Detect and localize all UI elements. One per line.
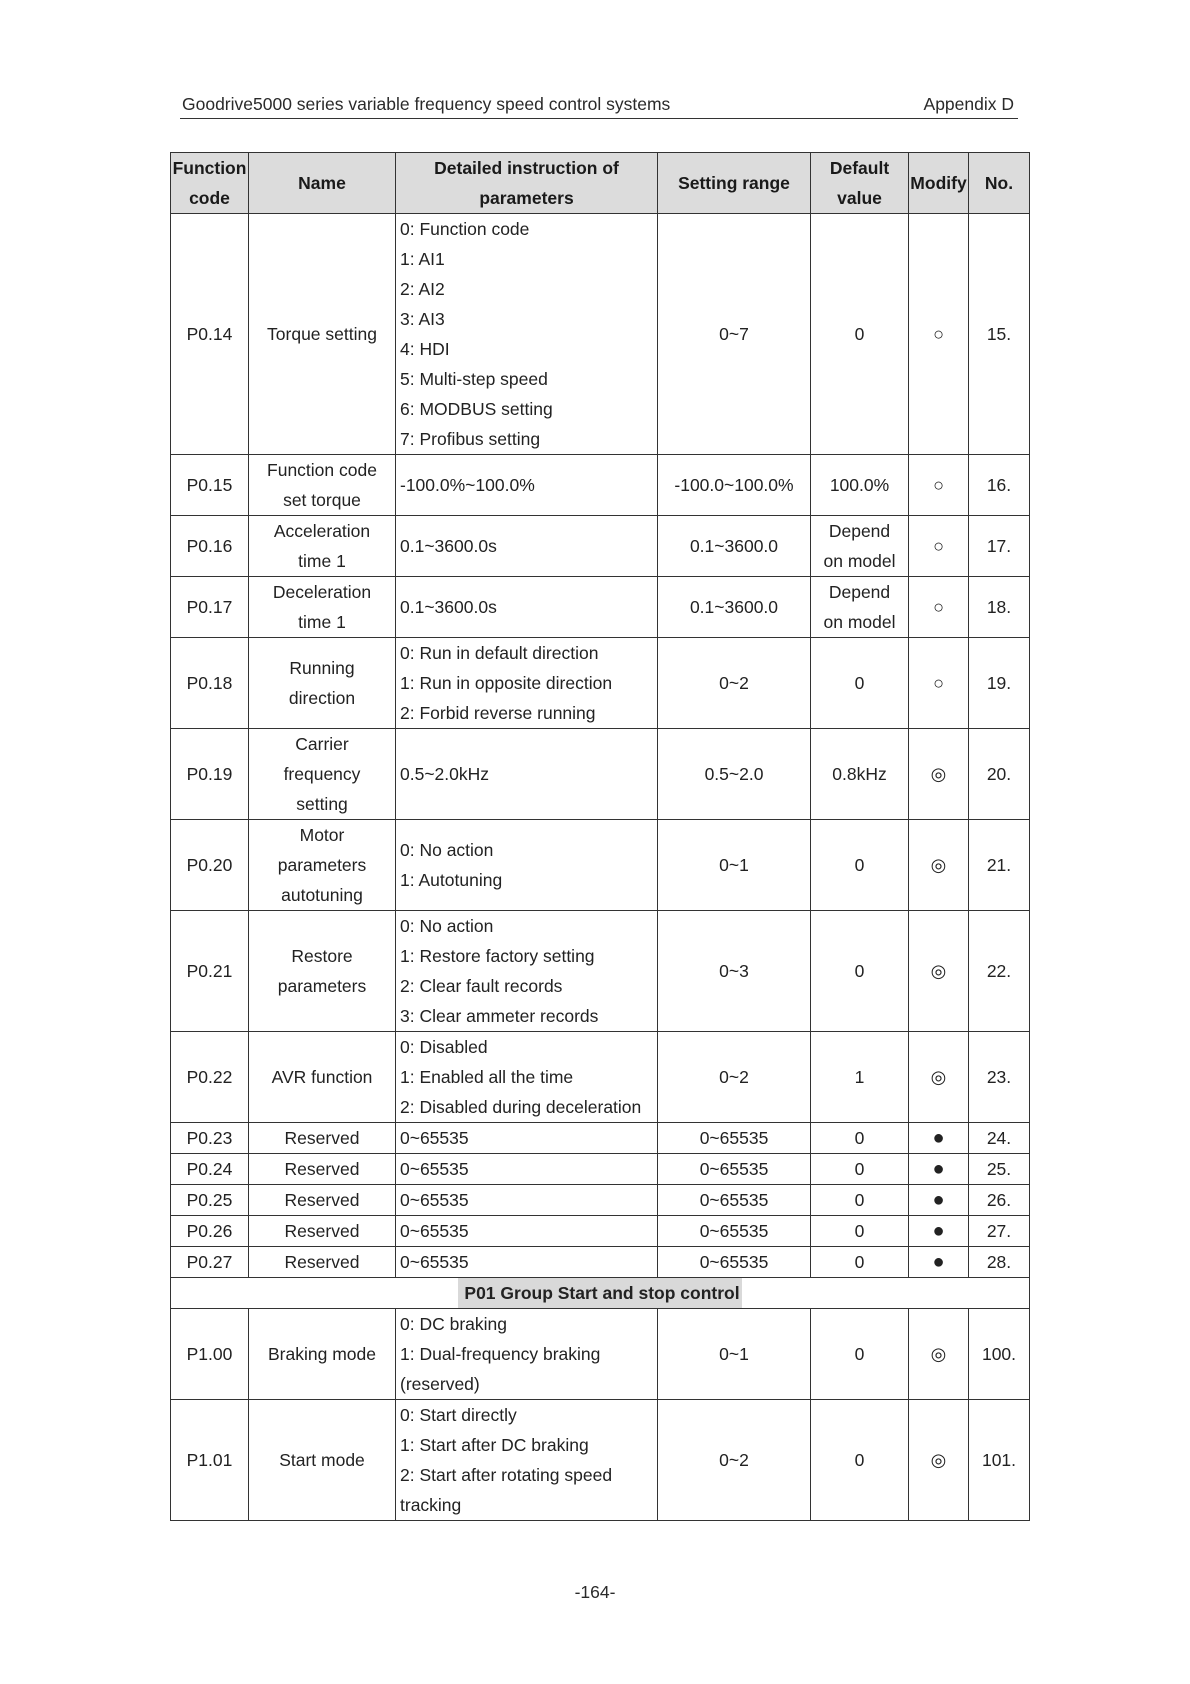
setting-range-cell: 0~1 bbox=[658, 820, 811, 911]
modify-cell bbox=[909, 516, 969, 577]
name-cell: Restore parameters bbox=[249, 911, 396, 1032]
description-cell: 0~65535 bbox=[396, 1247, 658, 1278]
modify-cell bbox=[909, 729, 969, 820]
description-cell: 0~65535 bbox=[396, 1216, 658, 1247]
name-cell: Deceleration time 1 bbox=[249, 577, 396, 638]
function-code-cell: P0.21 bbox=[171, 911, 249, 1032]
number-cell: 21. bbox=[969, 820, 1030, 911]
function-code-cell: P0.17 bbox=[171, 577, 249, 638]
number-cell: 17. bbox=[969, 516, 1030, 577]
number-cell: 15. bbox=[969, 214, 1030, 455]
table-row bbox=[171, 638, 1030, 729]
setting-range-cell: 0~65535 bbox=[658, 1185, 811, 1216]
setting-range-cell: 0~65535 bbox=[658, 1247, 811, 1278]
default-value-cell: 0 bbox=[811, 1154, 909, 1185]
name-cell: Function code set torque bbox=[249, 455, 396, 516]
name-cell: Start mode bbox=[249, 1400, 396, 1521]
description-cell: 0: No action 1: Autotuning bbox=[396, 820, 658, 911]
description-cell: 0: No action 1: Restore factory setting 2: Clear fault records 3: Clear ammeter records bbox=[396, 911, 658, 1032]
description-cell: 0: DC braking 1: Dual-frequency braking (reserved) bbox=[396, 1309, 658, 1400]
name-cell: Carrier frequency setting bbox=[249, 729, 396, 820]
name-cell: Reserved bbox=[249, 1185, 396, 1216]
setting-range-cell: 0~7 bbox=[658, 214, 811, 455]
document-title: Goodrive5000 series variable frequency speed control systems bbox=[182, 94, 671, 114]
circle-icon: ○ bbox=[933, 324, 944, 344]
function-code-cell: P0.24 bbox=[171, 1154, 249, 1185]
description-cell: 0.1~3600.0s bbox=[396, 577, 658, 638]
filled-circle-icon: ● bbox=[932, 1251, 945, 1273]
function-code-cell: P0.26 bbox=[171, 1216, 249, 1247]
circle-icon: ○ bbox=[933, 597, 944, 617]
function-code-cell: P1.01 bbox=[171, 1400, 249, 1521]
number-cell: 26. bbox=[969, 1185, 1030, 1216]
circle-icon: ○ bbox=[933, 536, 944, 556]
double-circle-icon: ◎ bbox=[930, 855, 947, 875]
name-cell: Running direction bbox=[249, 638, 396, 729]
table-row bbox=[171, 1154, 1030, 1185]
name-cell: Reserved bbox=[249, 1247, 396, 1278]
table-row bbox=[171, 1309, 1030, 1400]
modify-cell bbox=[909, 1154, 969, 1185]
number-cell: 22. bbox=[969, 911, 1030, 1032]
table-row bbox=[171, 214, 1030, 455]
modify-cell bbox=[909, 1185, 969, 1216]
name-cell: Braking mode bbox=[249, 1309, 396, 1400]
parameter-table bbox=[170, 152, 1030, 1521]
number-cell: 20. bbox=[969, 729, 1030, 820]
number-cell: 28. bbox=[969, 1247, 1030, 1278]
col-header-name: Name bbox=[249, 153, 396, 214]
modify-cell bbox=[909, 1032, 969, 1123]
default-value-cell: 0 bbox=[811, 1247, 909, 1278]
description-cell: 0: Start directly 1: Start after DC braking 2: Start after rotating speed tracking bbox=[396, 1400, 658, 1521]
table-row bbox=[171, 1247, 1030, 1278]
function-code-cell: P0.19 bbox=[171, 729, 249, 820]
table-row bbox=[171, 820, 1030, 911]
function-code-cell: P0.22 bbox=[171, 1032, 249, 1123]
col-header-default: Default value bbox=[811, 153, 909, 214]
function-code-cell: P0.16 bbox=[171, 516, 249, 577]
number-cell: 19. bbox=[969, 638, 1030, 729]
table-row bbox=[171, 1032, 1030, 1123]
default-value-cell: Depend on model bbox=[811, 577, 909, 638]
modify-cell bbox=[909, 577, 969, 638]
default-value-cell: Depend on model bbox=[811, 516, 909, 577]
function-code-cell: P0.25 bbox=[171, 1185, 249, 1216]
double-circle-icon: ◎ bbox=[930, 1450, 947, 1470]
description-cell: 0: Function code 1: AI1 2: AI2 3: AI3 4: HDI 5: Multi-step speed 6: MODBUS setting 7: Profibus setting bbox=[396, 214, 658, 455]
table-body bbox=[171, 214, 1030, 1521]
default-value-cell: 0 bbox=[811, 820, 909, 911]
table-row bbox=[171, 455, 1030, 516]
double-circle-icon: ◎ bbox=[930, 1344, 947, 1364]
setting-range-cell: 0~65535 bbox=[658, 1216, 811, 1247]
modify-cell bbox=[909, 1247, 969, 1278]
modify-cell bbox=[909, 455, 969, 516]
modify-cell bbox=[909, 1123, 969, 1154]
setting-range-cell: 0~2 bbox=[658, 1400, 811, 1521]
description-cell: 0.1~3600.0s bbox=[396, 516, 658, 577]
number-cell: 24. bbox=[969, 1123, 1030, 1154]
description-cell: 0: Disabled 1: Enabled all the time 2: Disabled during deceleration bbox=[396, 1032, 658, 1123]
modify-cell bbox=[909, 214, 969, 455]
circle-icon: ○ bbox=[933, 673, 944, 693]
col-header-modify: Modify bbox=[909, 153, 969, 214]
circle-icon: ○ bbox=[933, 475, 944, 495]
default-value-cell: 100.0% bbox=[811, 455, 909, 516]
name-cell: Motor parameters autotuning bbox=[249, 820, 396, 911]
name-cell: Reserved bbox=[249, 1123, 396, 1154]
modify-cell bbox=[909, 1216, 969, 1247]
description-cell: 0~65535 bbox=[396, 1154, 658, 1185]
table-row bbox=[171, 1185, 1030, 1216]
modify-cell bbox=[909, 1309, 969, 1400]
modify-cell bbox=[909, 638, 969, 729]
filled-circle-icon: ● bbox=[932, 1127, 945, 1149]
page-number: -164- bbox=[574, 1582, 616, 1602]
setting-range-cell: 0~65535 bbox=[658, 1154, 811, 1185]
group-header-cell bbox=[171, 1278, 1030, 1309]
function-code-cell: P0.20 bbox=[171, 820, 249, 911]
description-cell: 0~65535 bbox=[396, 1123, 658, 1154]
name-cell: Reserved bbox=[249, 1216, 396, 1247]
col-header-range: Setting range bbox=[658, 153, 811, 214]
function-code-cell: P0.27 bbox=[171, 1247, 249, 1278]
description-cell: 0: Run in default direction 1: Run in opposite direction 2: Forbid reverse running bbox=[396, 638, 658, 729]
setting-range-cell: 0~3 bbox=[658, 911, 811, 1032]
number-cell: 25. bbox=[969, 1154, 1030, 1185]
setting-range-cell: 0~2 bbox=[658, 638, 811, 729]
description-cell: 0~65535 bbox=[396, 1185, 658, 1216]
name-cell: Torque setting bbox=[249, 214, 396, 455]
setting-range-cell: 0~65535 bbox=[658, 1123, 811, 1154]
default-value-cell: 0 bbox=[811, 1400, 909, 1521]
table-row bbox=[171, 729, 1030, 820]
table-row bbox=[171, 577, 1030, 638]
name-cell: Reserved bbox=[249, 1154, 396, 1185]
number-cell: 27. bbox=[969, 1216, 1030, 1247]
default-value-cell: 0 bbox=[811, 911, 909, 1032]
description-cell: -100.0%~100.0% bbox=[396, 455, 658, 516]
default-value-cell: 0 bbox=[811, 1216, 909, 1247]
filled-circle-icon: ● bbox=[932, 1158, 945, 1180]
function-code-cell: P1.00 bbox=[171, 1309, 249, 1400]
table-row bbox=[171, 1216, 1030, 1247]
double-circle-icon: ◎ bbox=[930, 961, 947, 981]
table-row bbox=[171, 516, 1030, 577]
name-cell: Acceleration time 1 bbox=[249, 516, 396, 577]
page-header bbox=[180, 92, 1018, 119]
double-circle-icon: ◎ bbox=[930, 764, 947, 784]
function-code-cell: P0.18 bbox=[171, 638, 249, 729]
table-row bbox=[171, 1400, 1030, 1521]
number-cell: 100. bbox=[969, 1309, 1030, 1400]
col-header-desc: Detailed instruction of parameters bbox=[396, 153, 658, 214]
default-value-cell: 0 bbox=[811, 638, 909, 729]
number-cell: 16. bbox=[969, 455, 1030, 516]
modify-cell bbox=[909, 1400, 969, 1521]
number-cell: 23. bbox=[969, 1032, 1030, 1123]
name-cell: AVR function bbox=[249, 1032, 396, 1123]
col-header-code: Function code bbox=[171, 153, 249, 214]
setting-range-cell: 0.5~2.0 bbox=[658, 729, 811, 820]
modify-cell bbox=[909, 820, 969, 911]
group-header-row bbox=[171, 1278, 1030, 1309]
double-circle-icon: ◎ bbox=[930, 1067, 947, 1087]
default-value-cell: 0 bbox=[811, 1309, 909, 1400]
col-header-no: No. bbox=[969, 153, 1030, 214]
table-row bbox=[171, 911, 1030, 1032]
function-code-cell: P0.15 bbox=[171, 455, 249, 516]
setting-range-cell: 0~2 bbox=[658, 1032, 811, 1123]
default-value-cell: 1 bbox=[811, 1032, 909, 1123]
function-code-cell: P0.23 bbox=[171, 1123, 249, 1154]
appendix-label: Appendix D bbox=[923, 94, 1014, 114]
setting-range-cell: 0.1~3600.0 bbox=[658, 516, 811, 577]
default-value-cell: 0 bbox=[811, 214, 909, 455]
number-cell: 101. bbox=[969, 1400, 1030, 1521]
default-value-cell: 0.8kHz bbox=[811, 729, 909, 820]
setting-range-cell: 0~1 bbox=[658, 1309, 811, 1400]
default-value-cell: 0 bbox=[811, 1123, 909, 1154]
table-row bbox=[171, 1123, 1030, 1154]
filled-circle-icon: ● bbox=[932, 1220, 945, 1242]
function-code-cell: P0.14 bbox=[171, 214, 249, 455]
setting-range-cell: 0.1~3600.0 bbox=[658, 577, 811, 638]
group-title: P01 Group Start and stop control bbox=[458, 1278, 741, 1308]
modify-cell bbox=[909, 911, 969, 1032]
filled-circle-icon: ● bbox=[932, 1189, 945, 1211]
description-cell: 0.5~2.0kHz bbox=[396, 729, 658, 820]
header-row bbox=[171, 153, 1030, 214]
number-cell: 18. bbox=[969, 577, 1030, 638]
default-value-cell: 0 bbox=[811, 1185, 909, 1216]
setting-range-cell: -100.0~100.0% bbox=[658, 455, 811, 516]
